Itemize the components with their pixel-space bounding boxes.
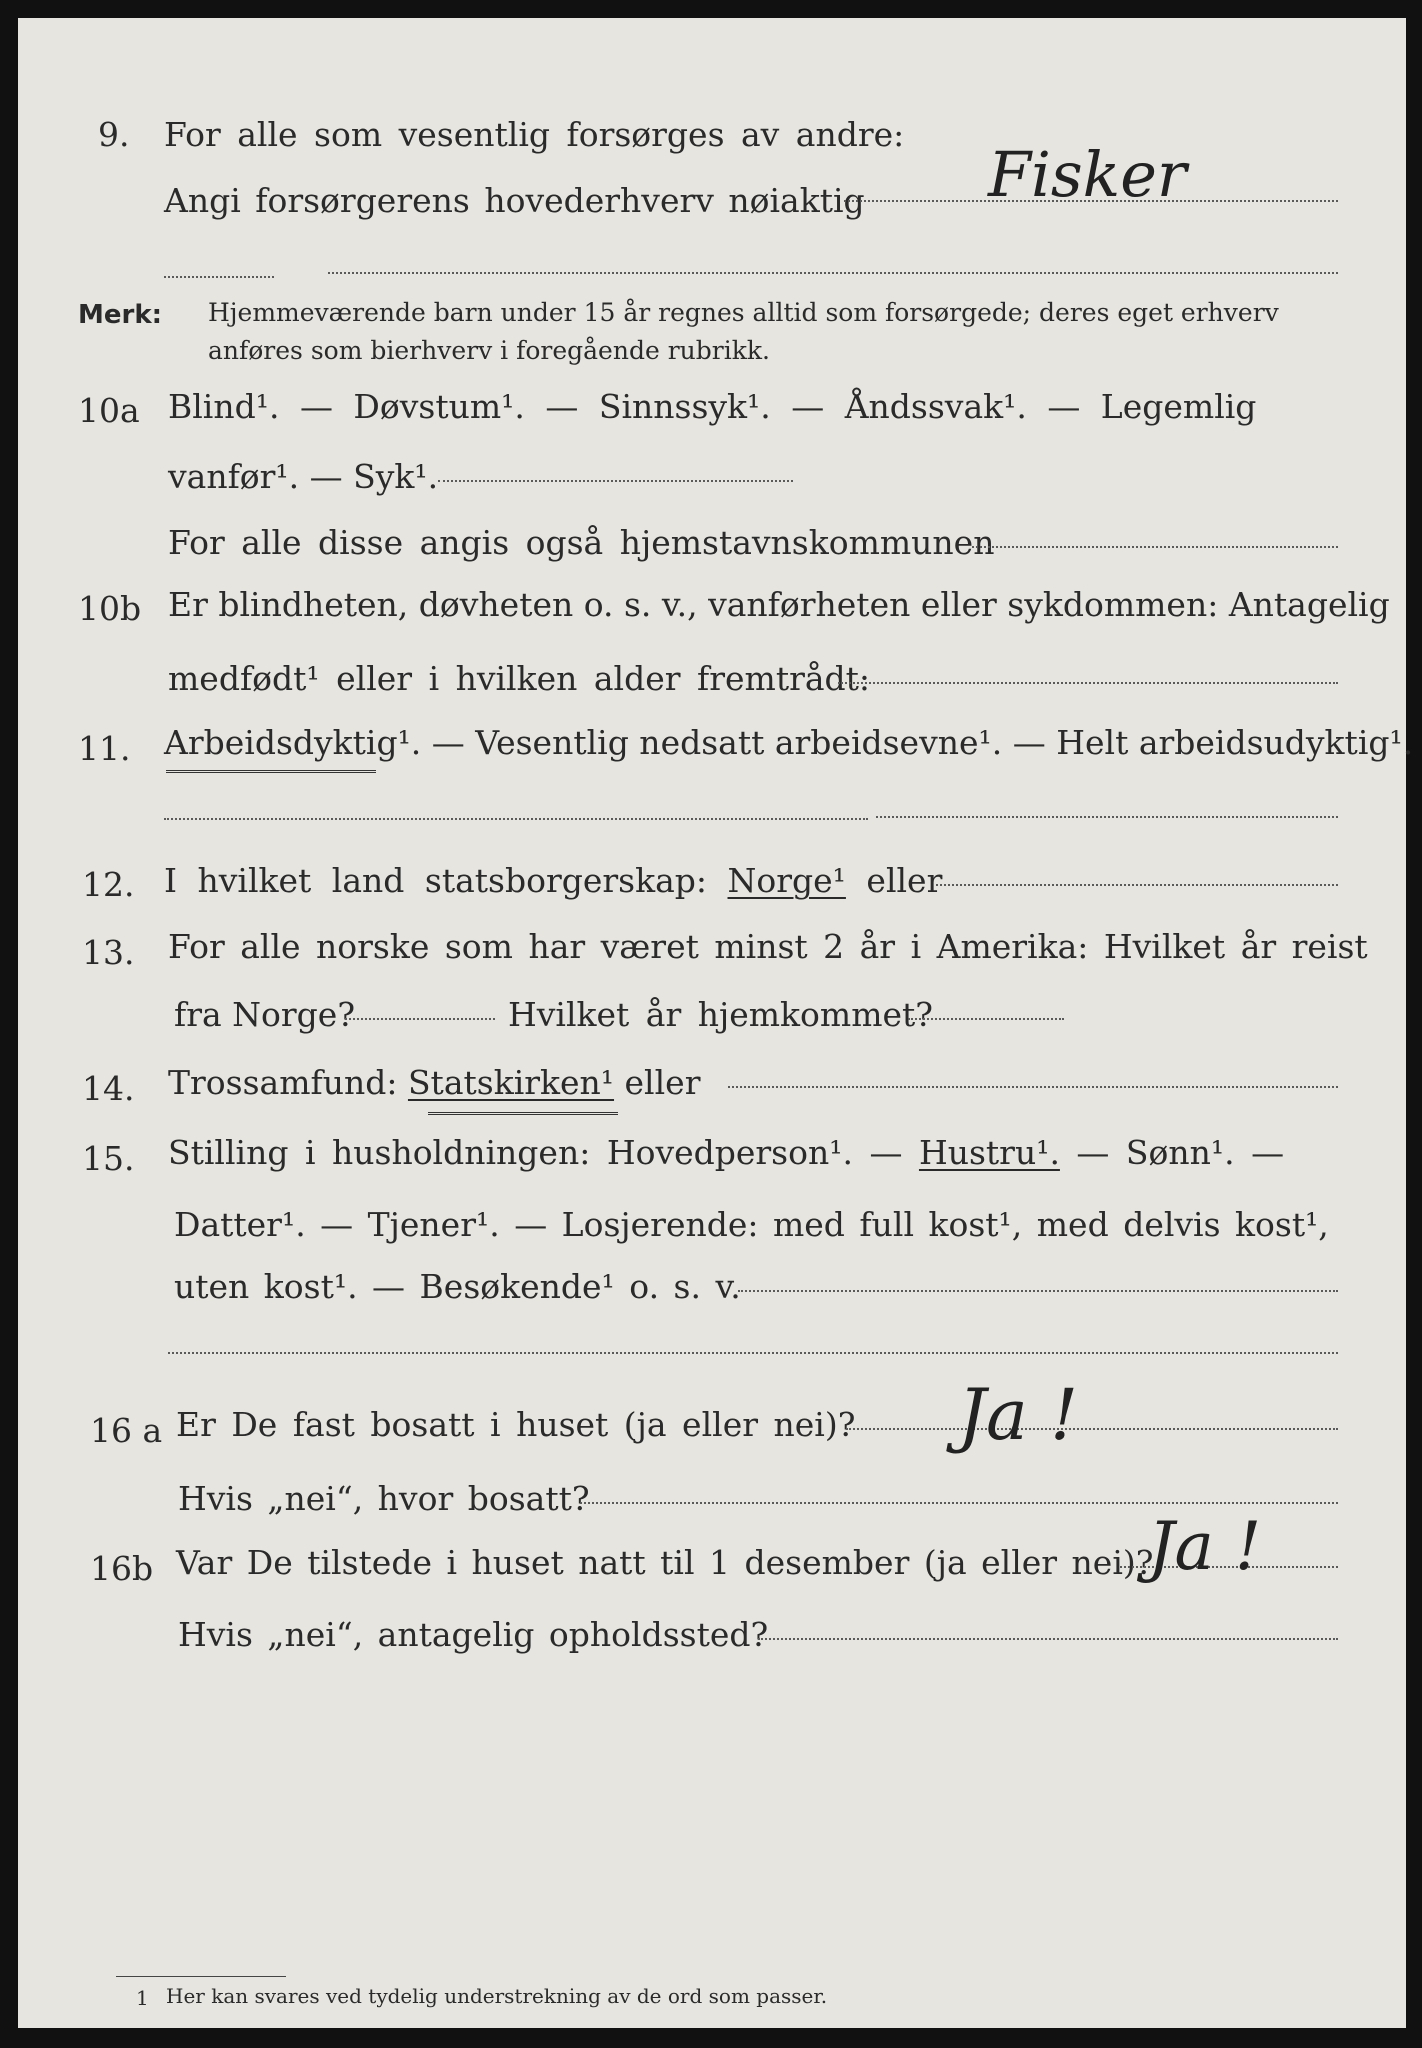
q10b-number: 10b xyxy=(78,589,142,628)
q15-extra-line xyxy=(168,1352,1338,1354)
q16b-handwritten-answer: Ja ! xyxy=(1148,1508,1262,1585)
q15-line3: uten kost¹. — Besøkende¹ o. s. v. xyxy=(174,1267,741,1306)
q12-eller: eller xyxy=(845,861,943,900)
q13-hjemkommet-line xyxy=(908,1018,1064,1020)
q13-reist-line xyxy=(345,1018,495,1020)
q14-number: 14. xyxy=(82,1069,135,1108)
q10a-syk-line xyxy=(438,480,793,482)
q10a-line1: Blind¹. — Døvstum¹. — Sinnssyk¹. — Åndssvak¹. — Legemlig xyxy=(168,387,1257,426)
q10b-line1: Er blindheten, døvheten o. s. v., vanførheten eller sykdommen: Antagelig xyxy=(168,585,1390,624)
q10b-line2: medfødt¹ eller i hvilken alder fremtrådt: xyxy=(168,659,871,698)
q14-line xyxy=(168,1063,701,1102)
q15-answer-line xyxy=(738,1290,1338,1292)
q13-line1: For alle norske som har været minst 2 år i Amerika: Hvilket år reist xyxy=(168,927,1368,966)
q16b-opholdssted-line xyxy=(758,1638,1338,1640)
merk-line2: anføres som bierhverv i foregående rubrikk. xyxy=(208,336,770,365)
q16a-bosatt-line xyxy=(580,1502,1338,1504)
q10b-answer-line xyxy=(838,682,1338,684)
q16b-number: 16b xyxy=(90,1549,154,1588)
q16a-line2: Hvis „nei“, hvor bosatt? xyxy=(178,1479,590,1518)
merk-label: Merk: xyxy=(78,300,163,330)
q14-answer-line xyxy=(728,1086,1338,1088)
q15-text-b: — Sønn¹. — xyxy=(1059,1133,1285,1172)
q16a-line1: Er De fast bosatt i huset (ja eller nei)? xyxy=(176,1405,856,1444)
q16a-answer-line xyxy=(846,1428,1338,1430)
q16b-line2: Hvis „nei“, antagelig opholdssted? xyxy=(178,1615,769,1654)
q11-other-options: — Vesentlig nedsatt arbeidsevne¹. — Helt arbeidsudyktig¹. xyxy=(421,723,1414,762)
q11-line xyxy=(164,723,1414,762)
q13-line2b: Hvilket år hjemkommet? xyxy=(508,995,933,1034)
q10a-line3: For alle disse angis også hjemstavnskommunen xyxy=(168,523,995,562)
q9-line2: Angi forsørgerens hovederhverv nøiaktig xyxy=(164,181,865,220)
q16a-handwritten-answer: Ja ! xyxy=(958,1374,1079,1456)
merk-line1: Hjemmeværende barn under 15 år regnes alltid som forsørgede; deres eget erhverv xyxy=(208,298,1279,327)
footnote-rule xyxy=(116,1976,286,1977)
footnote-mark: 1 xyxy=(136,1986,149,2010)
q15-text-a: Stilling i husholdningen: Hovedperson¹. — xyxy=(168,1133,919,1172)
q16a-number: 16 a xyxy=(90,1411,163,1450)
q11-handwritten-underline xyxy=(166,770,376,773)
q9-handwritten-answer: Fisker xyxy=(988,138,1187,211)
q12-number: 12. xyxy=(82,865,135,904)
q11-extra-line-b xyxy=(876,816,1338,818)
q11-number: 11. xyxy=(78,729,131,768)
q10a-home-municipality-line xyxy=(972,546,1338,548)
q9-line1: For alle som vesentlig forsørges av andre: xyxy=(164,115,905,154)
q9-number: 9. xyxy=(98,115,130,154)
q11-option-arbeidsdyktig[interactable]: Arbeidsdyktig¹. xyxy=(164,723,422,762)
q11-extra-line-a xyxy=(164,818,868,820)
q13-line2a: fra Norge? xyxy=(174,995,356,1034)
q13-number: 13. xyxy=(82,933,135,972)
q15-line2: Datter¹. — Tjener¹. — Losjerende: med full kost¹, med delvis kost¹, xyxy=(174,1205,1329,1244)
footnote-text: Her kan svares ved tydelig understrekning av de ord som passer. xyxy=(166,1984,828,2008)
q14-text: Trossamfund: xyxy=(168,1063,408,1102)
q10a-number: 10a xyxy=(78,391,140,430)
q9-extra-line-a xyxy=(164,276,274,278)
q10a-line2: vanfør¹. — Syk¹. xyxy=(168,457,439,496)
q12-answer-line xyxy=(936,884,1338,886)
q15-number: 15. xyxy=(82,1139,135,1178)
q15-line1 xyxy=(168,1133,1285,1172)
q14-eller: eller xyxy=(614,1063,701,1102)
q12-line xyxy=(164,861,943,900)
q12-option-norge[interactable]: Norge¹ xyxy=(727,861,846,900)
q14-handwritten-underline xyxy=(428,1112,618,1115)
census-form-page xyxy=(18,18,1414,2028)
q15-option-hustru[interactable]: Hustru¹. xyxy=(918,1133,1060,1172)
q16b-line1: Var De tilstede i huset natt til 1 desember (ja eller nei)? xyxy=(176,1543,1154,1582)
q9-extra-line-b xyxy=(328,272,1338,274)
q14-option-statskirken[interactable]: Statskirken¹ xyxy=(407,1063,615,1102)
q12-text: I hvilket land statsborgerskap: xyxy=(164,861,728,900)
